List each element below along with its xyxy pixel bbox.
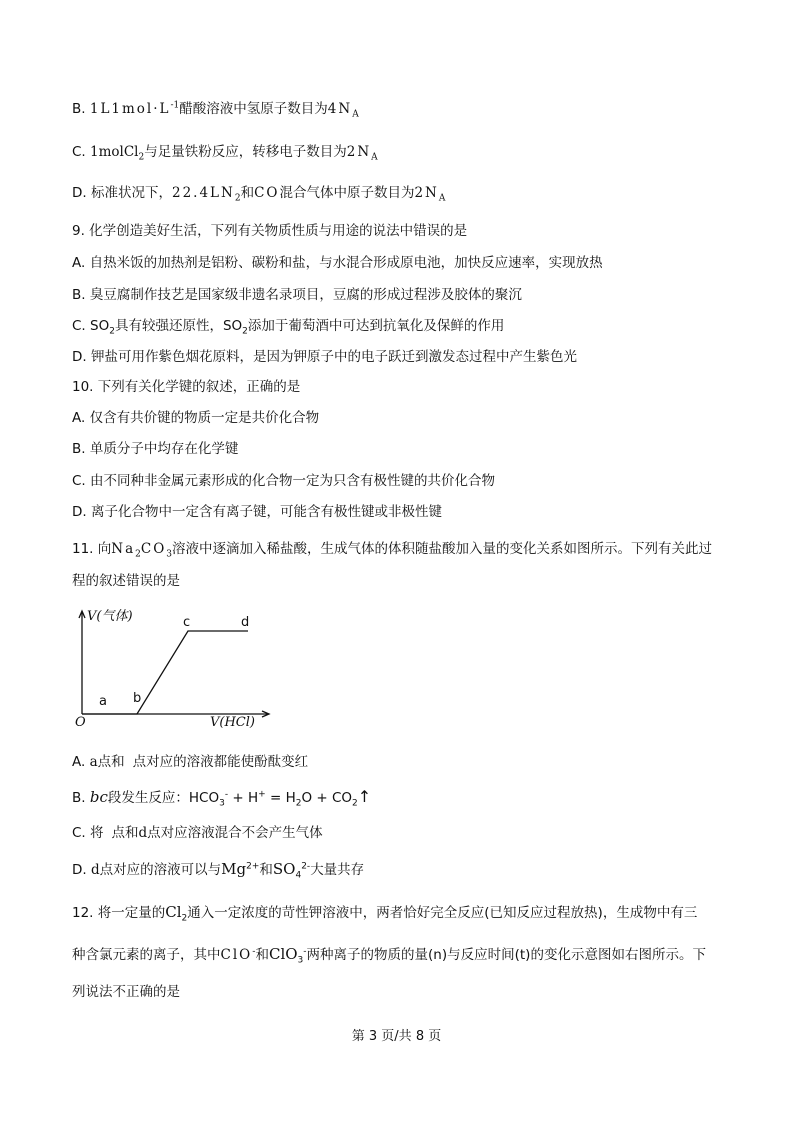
q9-option-d: D. 钾盐可用作紫色烟花原料，是因为钾原子中的电子跃迁到激发态过程中产生紫色光 xyxy=(72,349,577,365)
origin-label: O xyxy=(75,715,86,730)
q10-option-c: C. 由不同种非金属元素形成的化合物一定为只含有极性键的共价化合物 xyxy=(72,473,496,489)
point-label-d: d xyxy=(241,615,250,630)
option-letter: D. xyxy=(72,862,87,878)
y-axis-label: V(气体) xyxy=(87,609,133,624)
q11-option-b: B. bc段发生反应：$HCO_3^- + H^+ = H_2O$ + $CO_2↑$ xyxy=(72,787,372,809)
q12-stem-line3: 列说法不正确的是 xyxy=(72,984,180,1000)
q8-option-d: D. 标准状况下，$22.4LN_2$和CO混合气体中原子数目为$2N_A$ xyxy=(72,185,446,204)
option-letter: D. xyxy=(72,185,87,201)
q9-option-a: A. 自热米饭的加热剂是铝粉、碳粉和盐，与水混合形成原电池，加快反应速率，实现放热 xyxy=(72,255,603,271)
option-letter: B. xyxy=(72,790,86,806)
q9-option-c: C. $SO_2$具有较强还原性，$SO_2$添加于葡萄酒中可达到抗氧化及保鲜的作用 xyxy=(72,318,505,337)
option-letter: A. xyxy=(72,754,86,770)
option-letter: C. xyxy=(72,825,86,841)
q11-option-c: C. 将 点和d点对应溶液混合不会产生气体 xyxy=(72,825,323,841)
formula: 1L1mol·L xyxy=(89,101,171,117)
q9-option-b: B. 臭豆腐制作技艺是国家级非遗名录项目，豆腐的形成过程涉及胶体的聚沉 xyxy=(72,287,522,303)
gas-arrow: ↑ xyxy=(357,787,372,806)
q11-stem-line2: 程的叙述错误的是 xyxy=(72,573,180,589)
q10-option-a: A. 仅含有共价键的物质一定是共价化合物 xyxy=(72,410,320,426)
q10-stem: 10. 下列有关化学键的叙述，正确的是 xyxy=(72,379,301,395)
q10-option-d: D. 离子化合物中一定含有离子键，可能含有极性键或非极性键 xyxy=(72,504,442,520)
point-label-c: c xyxy=(183,615,191,630)
q11-option-a: A. a点和 点对应的溶液都能使酚酞变红 xyxy=(72,754,309,770)
point-label-b: b xyxy=(133,691,142,706)
q11-option-d: D. d点对应的溶液可以与$Mg^{2+}$和$SO_4^{2-}$大量共存 xyxy=(72,860,365,881)
point-label-a: a xyxy=(99,694,107,709)
q9-stem: 9. 化学创造美好生活，下列有关物质性质与用途的说法中错误的是 xyxy=(72,223,468,239)
option-letter: C. xyxy=(72,144,86,160)
q11-graph xyxy=(70,608,270,733)
q12-stem-line1: 12. 将一定量的$Cl_2$通入一定浓度的苛性钾溶液中，两者恰好完全反应(已知反应过程放热)，生成物中有三 xyxy=(72,903,698,924)
q10-option-b: B. 单质分子中均存在化学键 xyxy=(72,441,239,457)
q8-option-b: B. $1L1mol\cdot L^{-1}$醋酸溶液中氢原子数目为$4N_A$ xyxy=(72,100,359,120)
q11-stem-line1: 11. 向$Na_2CO_3$溶液中逐滴加入稀盐酸，生成气体的体积随盐酸加入量的变化关系如图所示。下列有关此过 xyxy=(72,541,713,560)
formula: 22.4LN xyxy=(171,185,235,201)
page-number-footer: 第 3 页/共 8 页 xyxy=(351,1029,442,1044)
option-letter: B. xyxy=(72,101,86,117)
q8-option-c: C. 1molCl$_2$与足量铁粉反应，转移电子数目为$2N_A$ xyxy=(72,144,378,163)
x-axis-label: V(HCl) xyxy=(210,715,255,730)
formula: 1molCl xyxy=(90,144,139,160)
q12-stem-line2: 种含氯元素的离子，其中ClO-和ClO$_3$-两种离子的物质的量(n)与反应时间(t)的变化示意图如右图所示。下 xyxy=(72,945,706,966)
